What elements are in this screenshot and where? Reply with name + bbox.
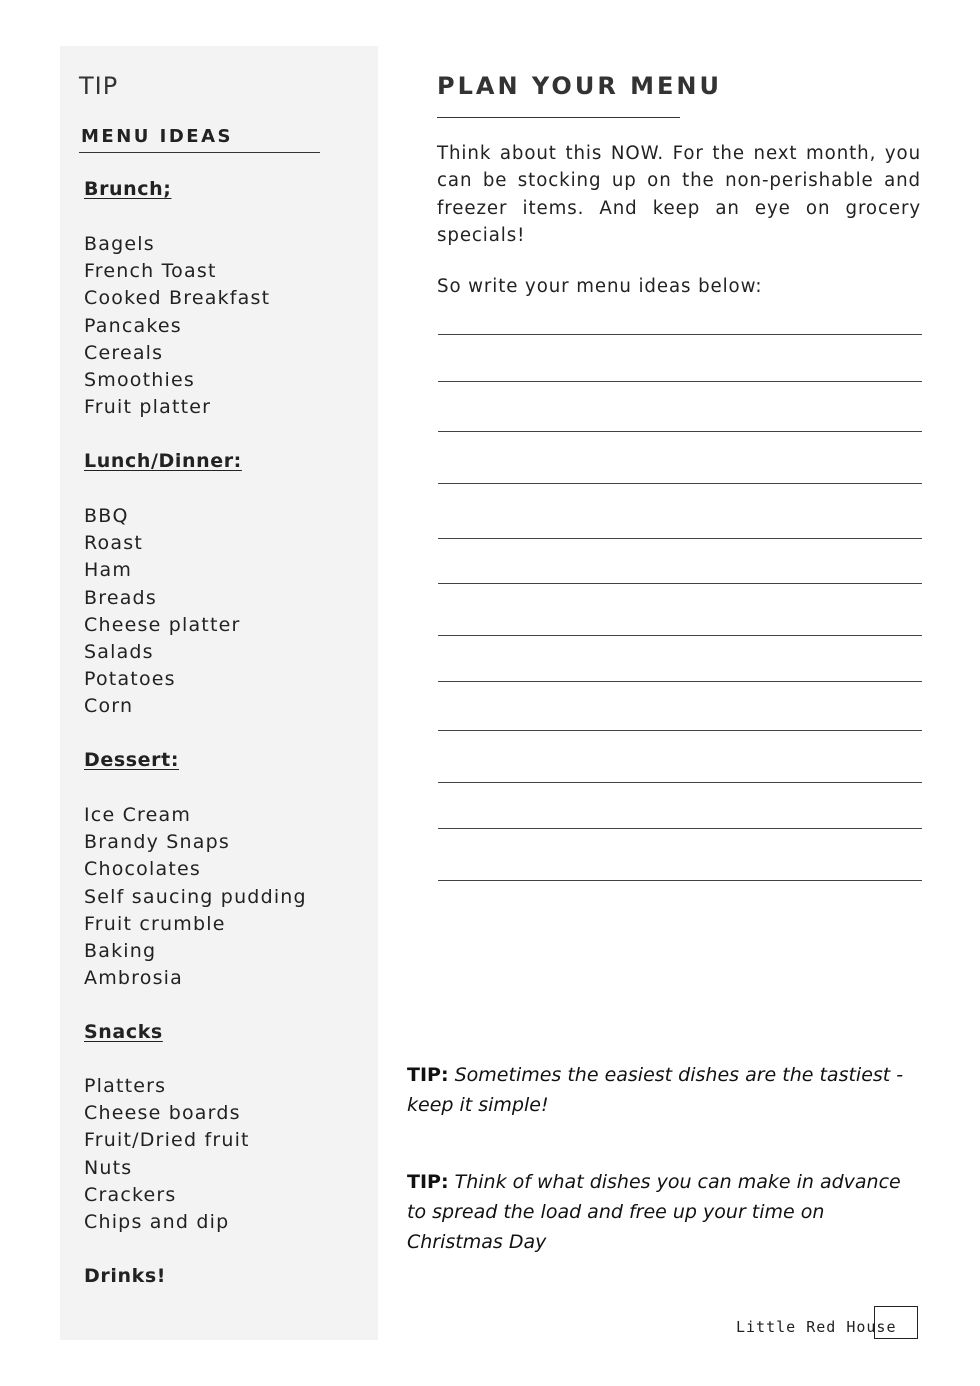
category-brunch: Brunch; <box>84 178 172 200</box>
menu-ideas-heading: MENU IDEAS <box>81 126 233 147</box>
list-item: Chocolates <box>84 858 201 881</box>
list-item: Self saucing pudding <box>84 885 307 908</box>
list-item: Fruit/Dried fruit <box>84 1129 250 1152</box>
list-item: Smoothies <box>84 369 195 392</box>
sidebar-tip-heading: TIP <box>79 72 119 100</box>
list-item: Potatoes <box>84 668 176 691</box>
list-item: Cereals <box>84 341 164 364</box>
menu-ideas-divider <box>79 152 320 153</box>
list-item: French Toast <box>84 260 217 283</box>
list-item: Corn <box>84 695 134 718</box>
list-item: Baking <box>84 940 157 963</box>
list-item: Ice Cream <box>84 804 192 826</box>
writing-line[interactable] <box>438 782 922 783</box>
writing-line[interactable] <box>438 880 922 881</box>
tip-label: TIP: <box>407 1171 449 1193</box>
list-item: Cooked Breakfast <box>84 287 271 310</box>
title-divider <box>437 117 680 118</box>
writing-line[interactable] <box>438 730 922 731</box>
page-title: PLAN YOUR MENU <box>437 72 722 100</box>
writing-line[interactable] <box>438 381 922 382</box>
list-item: Fruit platter <box>84 396 212 419</box>
list-item: Breads <box>84 586 157 609</box>
list-item: Salads <box>84 641 154 664</box>
list-item: Pancakes <box>84 314 182 337</box>
snacks-list <box>84 1073 250 1236</box>
list-item: Crackers <box>84 1183 177 1206</box>
tip-note-simple <box>407 1060 919 1120</box>
list-item: Ambrosia <box>84 967 184 990</box>
writing-line[interactable] <box>438 583 922 584</box>
list-item: Platters <box>84 1075 167 1097</box>
brunch-list <box>84 231 270 421</box>
writing-line[interactable] <box>438 681 922 682</box>
list-item: Chips and dip <box>84 1211 230 1234</box>
tip-note-advance <box>407 1167 919 1257</box>
tip-text: Sometimes the easiest dishes are the tastiest - keep it simple! <box>407 1064 904 1116</box>
writing-line[interactable] <box>438 538 922 539</box>
category-dessert: Dessert: <box>84 749 180 771</box>
list-item: Roast <box>84 532 143 555</box>
list-item: Cheese platter <box>84 613 241 636</box>
tip-label: TIP: <box>407 1064 449 1086</box>
write-prompt: So write your menu ideas below: <box>437 276 763 297</box>
list-item: Fruit crumble <box>84 912 226 935</box>
lunch-dinner-list <box>84 503 241 721</box>
writing-line[interactable] <box>438 483 922 484</box>
category-drinks: Drinks! <box>84 1265 166 1287</box>
category-snacks: Snacks <box>84 1021 163 1043</box>
brand-footer: Little Red House <box>736 1318 897 1336</box>
list-item: Bagels <box>84 233 155 255</box>
list-item: Cheese boards <box>84 1102 241 1125</box>
tip-text: Think of what dishes you can make in advance to spread the load and free up your time on Christmas Day <box>407 1171 901 1253</box>
intro-paragraph: Think about this NOW. For the next month, you can be stocking up on the non-perishable and freezer items. And keep an eye on grocery specials! <box>437 143 921 246</box>
list-item: BBQ <box>84 505 129 527</box>
dessert-list <box>84 802 307 992</box>
list-item: Brandy Snaps <box>84 831 230 854</box>
writing-line[interactable] <box>438 431 922 432</box>
writing-line[interactable] <box>438 828 922 829</box>
writing-line[interactable] <box>438 635 922 636</box>
list-item: Nuts <box>84 1156 133 1179</box>
category-lunch-dinner: Lunch/Dinner: <box>84 450 242 472</box>
list-item: Ham <box>84 559 133 582</box>
writing-line[interactable] <box>438 334 922 335</box>
